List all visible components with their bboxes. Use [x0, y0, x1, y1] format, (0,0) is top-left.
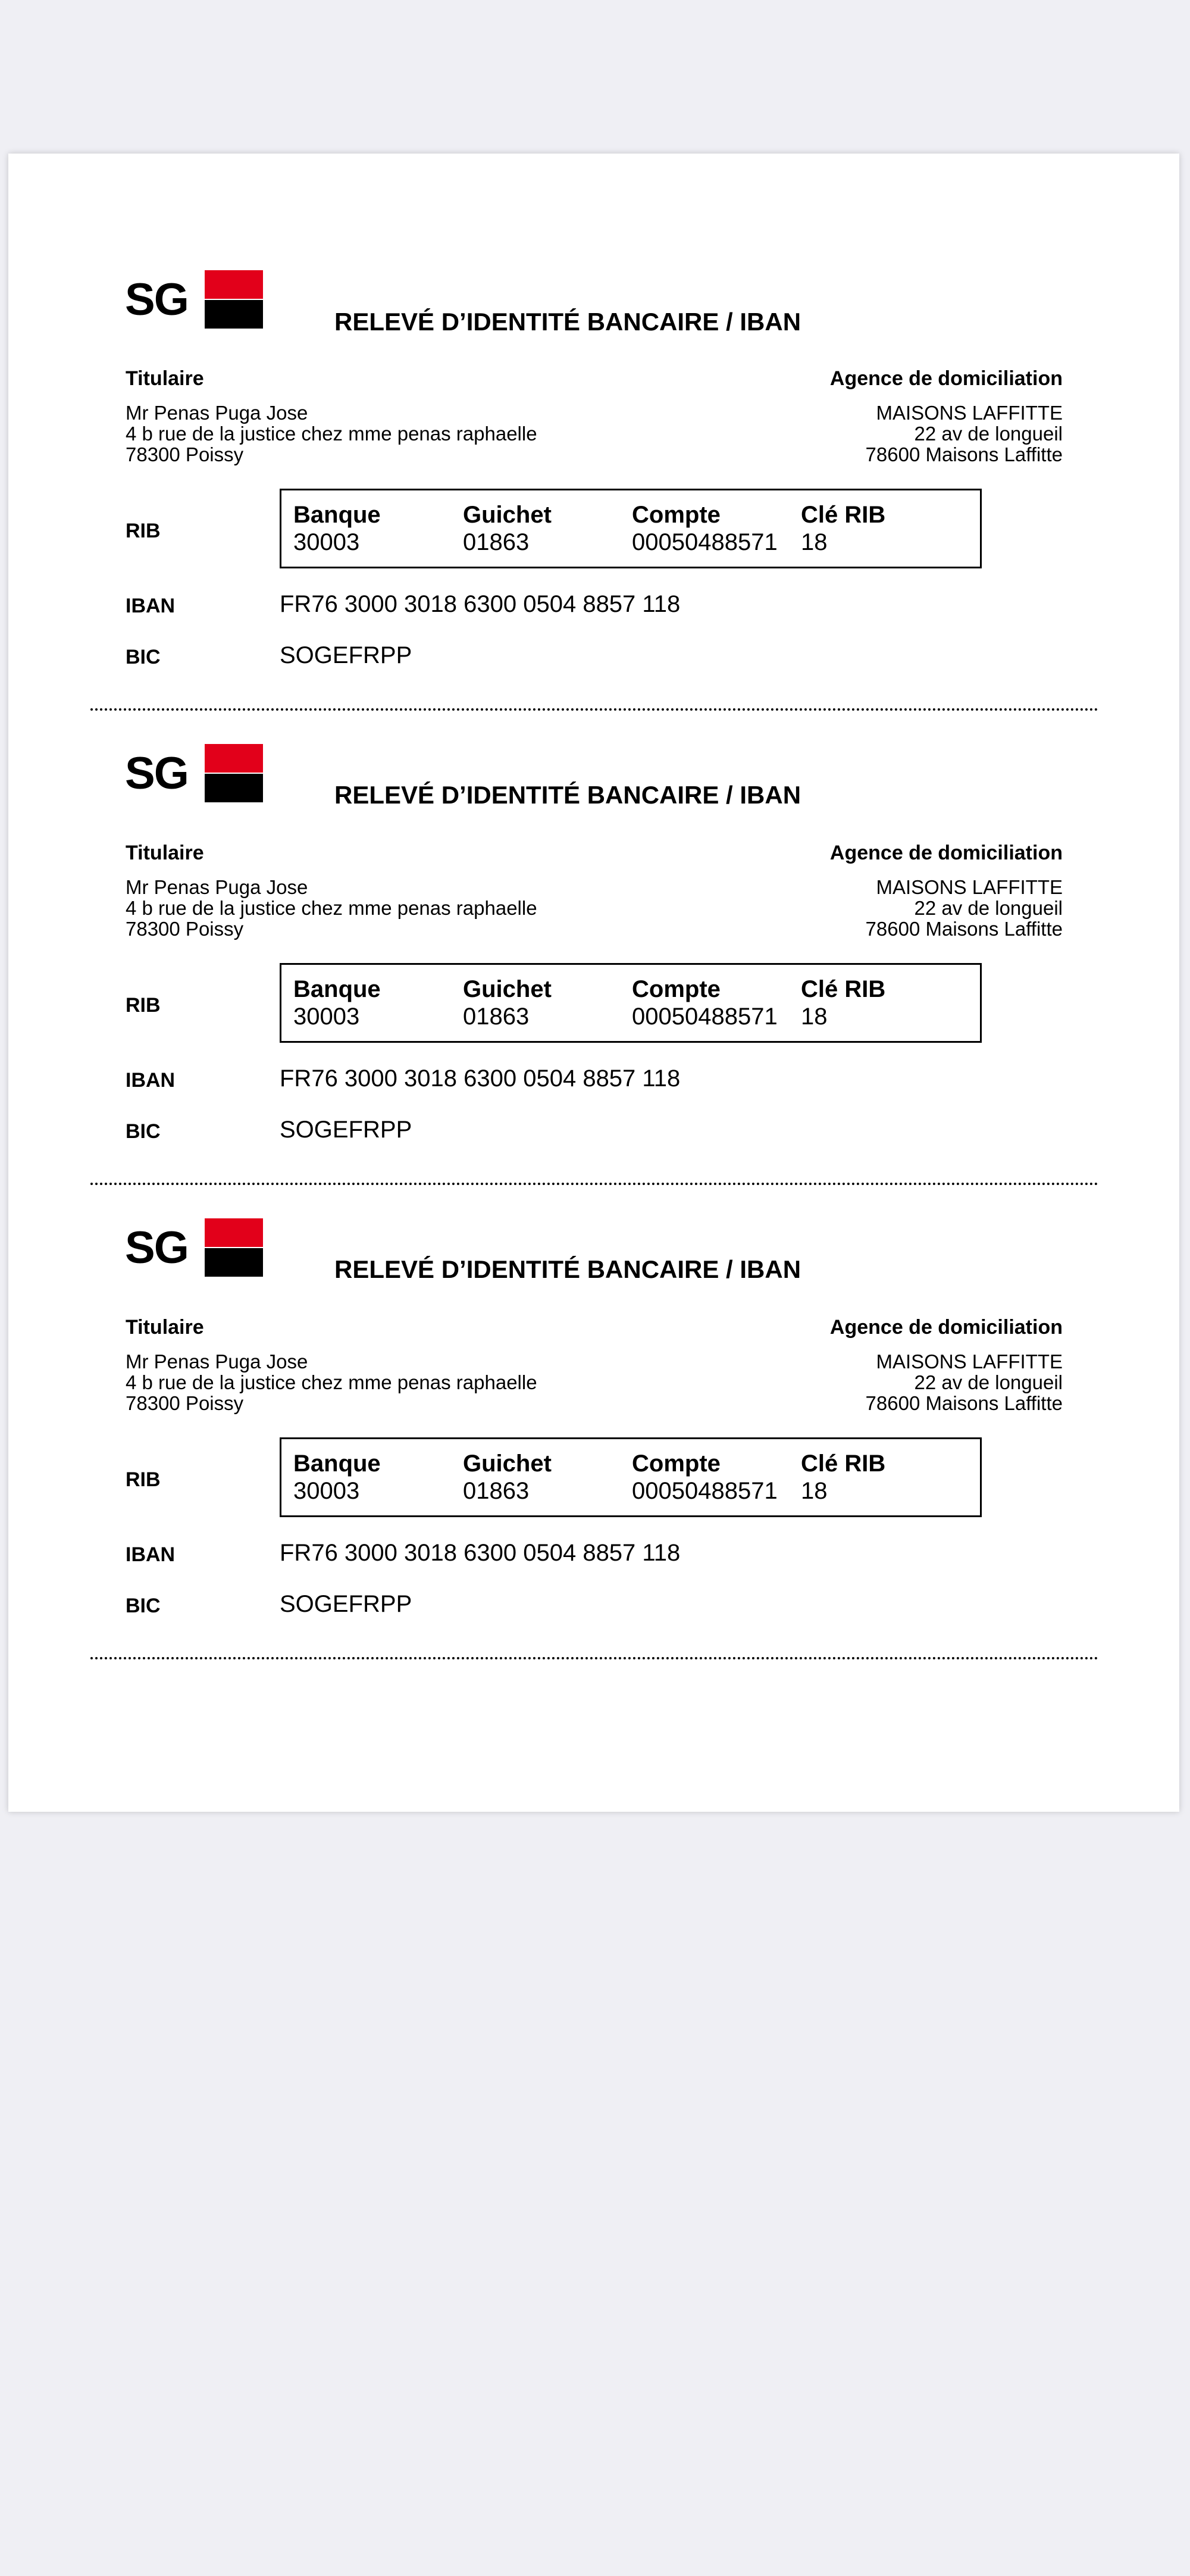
iban-value: FR76 3000 3018 6300 0504 8857 118	[280, 1540, 681, 1566]
agency-address	[866, 402, 1063, 465]
rib-header: Clé RIB	[801, 1450, 886, 1477]
logo-text: SG	[125, 1223, 188, 1273]
holder-address-line2: 78300 Poissy	[126, 443, 244, 465]
iban-label: IBAN	[126, 1069, 176, 1092]
logo-black-bar	[205, 774, 263, 802]
bic-label: BIC	[126, 1595, 161, 1617]
rib-value: 00050488571	[632, 1003, 778, 1030]
logo-text: SG	[125, 748, 188, 799]
rib-value: 18	[801, 529, 828, 555]
holder-label: Titulaire	[126, 1316, 204, 1339]
rib-col-banque	[293, 976, 381, 1030]
iban-label: IBAN	[126, 1543, 176, 1566]
holder-address-line1: 4 b rue de la justice chez mme penas raphaelle	[126, 897, 537, 919]
iban-value: FR76 3000 3018 6300 0504 8857 118	[280, 1065, 681, 1092]
rib-col-guichet	[463, 1450, 552, 1505]
logo-red-bar	[205, 1218, 263, 1247]
holder-name: Mr Penas Puga Jose	[126, 1350, 308, 1373]
rib-col-cle	[801, 501, 885, 556]
rib-value: 00050488571	[632, 1478, 778, 1504]
logo-text: SG	[125, 274, 188, 325]
rib-header: Guichet	[463, 1450, 552, 1477]
rib-value: 18	[801, 1003, 828, 1030]
agency-address-line1: 22 av de longueil	[914, 423, 1063, 445]
agency-address-line2: 78600 Maisons Laffitte	[865, 918, 1063, 940]
bic-value: SOGEFRPP	[280, 1591, 412, 1617]
rib-value: 01863	[463, 529, 530, 555]
sg-logo	[125, 744, 265, 804]
holder-address	[126, 1351, 537, 1414]
rib-value: 30003	[293, 1003, 360, 1030]
document-title: RELEVÉ D’IDENTITÉ BANCAIRE / IBAN	[334, 1255, 801, 1283]
cut-line-divider	[90, 1183, 1098, 1185]
rib-header: Compte	[632, 502, 721, 528]
rib-value: 18	[801, 1478, 828, 1504]
rib-col-compte	[632, 976, 778, 1030]
holder-label: Titulaire	[126, 367, 204, 390]
holder-address-line1: 4 b rue de la justice chez mme penas raphaelle	[126, 423, 537, 445]
rib-value: 01863	[463, 1003, 530, 1030]
holder-address	[126, 402, 537, 465]
iban-label: IBAN	[126, 595, 176, 617]
holder-address-line2: 78300 Poissy	[126, 918, 244, 940]
cut-line-divider	[90, 1657, 1098, 1659]
holder-name: Mr Penas Puga Jose	[126, 876, 308, 898]
holder-address	[126, 877, 537, 939]
agency-label: Agence de domiciliation	[829, 1316, 1063, 1339]
rib-label: RIB	[126, 1468, 161, 1491]
cut-line-divider	[90, 708, 1098, 711]
rib-value: 30003	[293, 529, 360, 555]
holder-label: Titulaire	[126, 842, 204, 864]
rib-value: 30003	[293, 1478, 360, 1504]
rib-header: Banque	[293, 502, 381, 528]
rib-header: Banque	[293, 1450, 381, 1477]
bic-value: SOGEFRPP	[280, 642, 412, 668]
rib-col-banque	[293, 1450, 381, 1505]
rib-header: Banque	[293, 976, 381, 1002]
agency-address	[866, 1351, 1063, 1414]
agency-label: Agence de domiciliation	[829, 367, 1063, 390]
rib-table	[280, 489, 982, 568]
bic-value: SOGEFRPP	[280, 1117, 412, 1143]
rib-header: Clé RIB	[801, 502, 886, 528]
logo-black-bar	[205, 300, 263, 329]
holder-address-line1: 4 b rue de la justice chez mme penas raphaelle	[126, 1371, 537, 1393]
agency-address-line2: 78600 Maisons Laffitte	[865, 443, 1063, 465]
document-title: RELEVÉ D’IDENTITÉ BANCAIRE / IBAN	[334, 781, 801, 809]
rib-table	[280, 1437, 982, 1517]
rib-card	[8, 154, 1179, 668]
rib-col-compte	[632, 501, 778, 556]
rib-label: RIB	[126, 520, 161, 542]
rib-table	[280, 963, 982, 1043]
logo-black-bar	[205, 1248, 263, 1277]
rib-value: 01863	[463, 1478, 530, 1504]
sg-logo	[125, 270, 265, 330]
rib-header: Compte	[632, 976, 721, 1002]
agency-address-line1: 22 av de longueil	[914, 897, 1063, 919]
rib-col-guichet	[463, 976, 552, 1030]
agency-address-line1: 22 av de longueil	[914, 1371, 1063, 1393]
agency-label: Agence de domiciliation	[829, 842, 1063, 864]
bic-label: BIC	[126, 1120, 161, 1143]
document-title: RELEVÉ D’IDENTITÉ BANCAIRE / IBAN	[334, 308, 801, 336]
agency-name: MAISONS LAFFITTE	[876, 1350, 1063, 1373]
sg-logo	[125, 1218, 265, 1278]
rib-label: RIB	[126, 994, 161, 1017]
rib-value: 00050488571	[632, 529, 778, 555]
rib-col-cle	[801, 1450, 885, 1505]
rib-header: Guichet	[463, 976, 552, 1002]
bic-label: BIC	[126, 646, 161, 668]
rib-col-compte	[632, 1450, 778, 1505]
agency-address	[866, 877, 1063, 939]
logo-red-bar	[205, 270, 263, 299]
holder-name: Mr Penas Puga Jose	[126, 402, 308, 424]
rib-header: Clé RIB	[801, 976, 886, 1002]
rib-col-cle	[801, 976, 885, 1030]
agency-name: MAISONS LAFFITTE	[876, 402, 1063, 424]
iban-value: FR76 3000 3018 6300 0504 8857 118	[280, 591, 681, 617]
rib-col-banque	[293, 501, 381, 556]
document-page	[8, 154, 1179, 1812]
agency-address-line2: 78600 Maisons Laffitte	[865, 1392, 1063, 1414]
rib-card	[8, 628, 1179, 1143]
logo-red-bar	[205, 744, 263, 773]
holder-address-line2: 78300 Poissy	[126, 1392, 244, 1414]
rib-header: Guichet	[463, 502, 552, 528]
agency-name: MAISONS LAFFITTE	[876, 876, 1063, 898]
rib-col-guichet	[463, 501, 552, 556]
rib-card	[8, 1102, 1179, 1617]
rib-header: Compte	[632, 1450, 721, 1477]
